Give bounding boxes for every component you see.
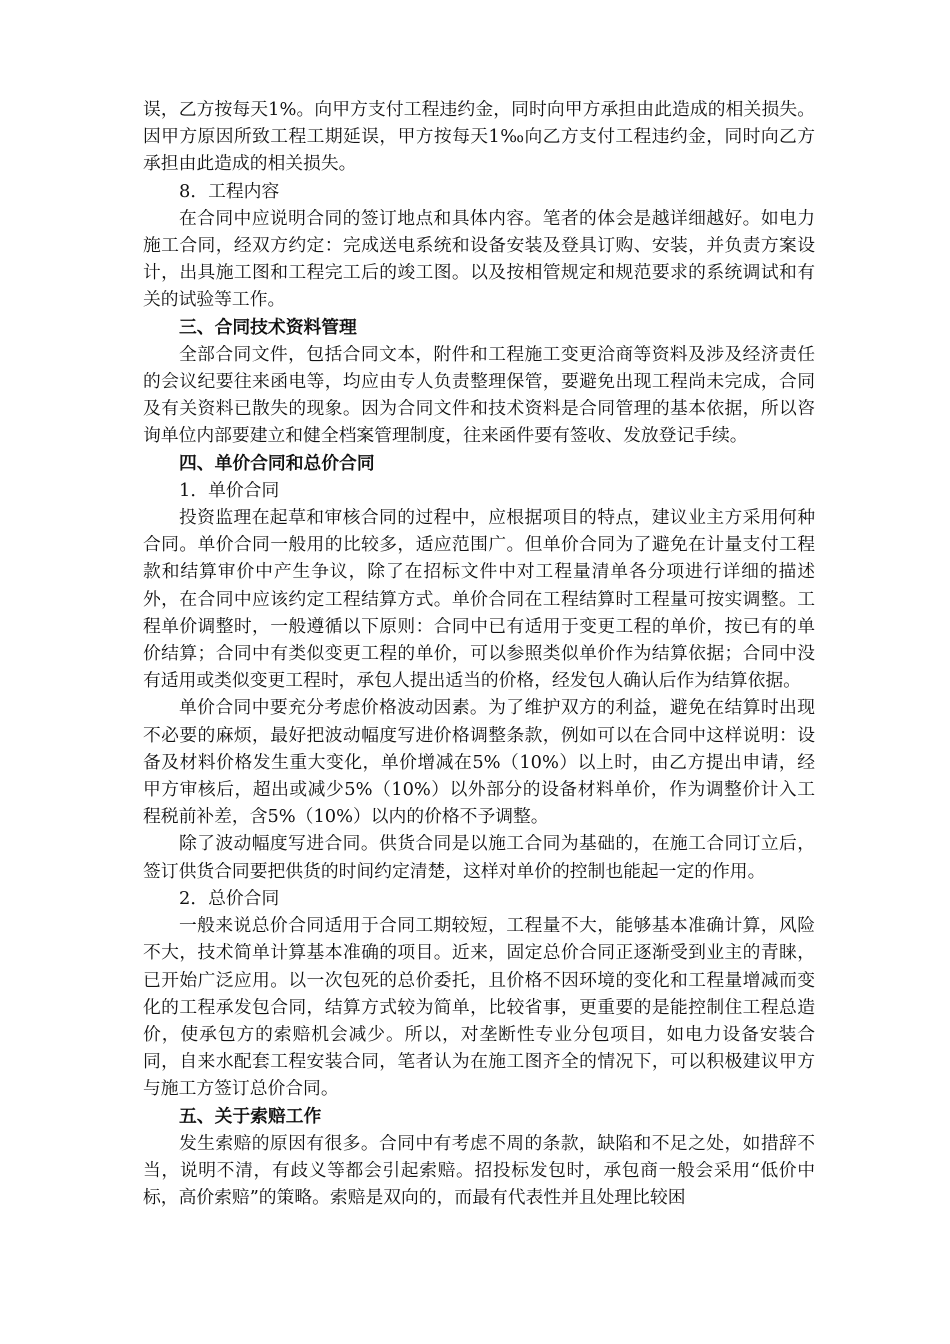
- paragraph-lump-sum: 一般来说总价合同适用于合同工期较短，工程量不大，能够基本准确计算，风险不大，技术简单计算基本准确的项目。近来，固定总价合同正逐渐受到业主的青睐，已开始广泛应用。以一次包死的总价委托，且价格不因环境的变化和工程量增减而变化的工程承发包合同，结算方式较为简单，比较省事，更重要的是能控制住工程总造价，使承包方的索赔机会减少。所以，对垄断性专业分包项目，如电力设备安装合同，自来水配套工程安装合同，笔者认为在施工图齐全的情况下，可以积极建议甲方与施工方签订总价合同。: [143, 915, 815, 1100]
- section-heading-claims: 五、关于索赔工作: [179, 1105, 322, 1127]
- paragraph-unit-price-2: 单价合同中要充分考虑价格波动因素。为了维护双方的利益，避免在结算时出现不必要的麻烦，最好把波动幅度写进价格调整条款，例如可以在合同中这样说明：设备及材料价格发生重大变化，单价增减在5%（10%）以上时，由乙方提出申请，经甲方审核后，超出或减少5%（10%）以外部分的设备材料单价，作为调整价计入工程税前补差，含5%（10%）以内的价格不予调整。: [143, 697, 815, 828]
- heading-unit-price-contract: 1．单价合同: [179, 479, 280, 501]
- paragraph-claims: 发生索赔的原因有很多。合同中有考虑不周的条款，缺陷和不足之处，如措辞不当，说明不清，有歧义等都会引起索赔。招投标发包时，承包商一般会采用“低价中标，高价索赔”的策略。索赔是双向的，而最有代表性并且处理比较困: [143, 1132, 815, 1209]
- paragraph-technical-records: 全部合同文件，包括合同文本，附件和工程施工变更洽商等资料及涉及经济责任的会议纪要往来函电等，均应由专人负责整理保管，要避免出现工程尚未完成，合同及有关资料已散失的现象。因为合同文件和技术资料是合同管理的基本依据，所以咨询单位内部要建立和健全档案管理制度，往来函件要有签收、发放登记手续。: [143, 343, 815, 447]
- paragraph-penalty-continued: 误，乙方按每天1%。向甲方支付工程违约金，同时向甲方承担由此造成的相关损失。因甲方原因所致工程工期延误，甲方按每天1‰向乙方支付工程违约金，同时向乙方承担由此造成的相关损失。: [143, 99, 815, 175]
- paragraph-unit-price-1: 投资监理在起草和审核合同的过程中，应根据项目的特点，建议业主方采用何种合同。单价合同一般用的比较多，适应范围广。但单价合同为了避免在计量支付工程款和结算审价中产生争议，除了在招标文件中对工程量清单各分项进行详细的描述外，在合同中应该约定工程结算方式。单价合同在工程结算时工程量可按实调整。工程单价调整时，一般遵循以下原则：合同中已有适用于变更工程的单价，按已有的单价结算；合同中有类似变更工程的单价，可以参照类似单价作为结算依据；合同中没有适用或类似变更工程时，承包人提出适当的价格，经发包人确认后作为结算依据。: [143, 507, 815, 692]
- heading-lump-sum-contract: 2．总价合同: [179, 887, 280, 909]
- heading-project-content: 8．工程内容: [179, 180, 280, 202]
- paragraph-project-content: 在合同中应说明合同的签订地点和具体内容。笔者的体会是越详细越好。如电力施工合同，经双方约定：完成送电系统和设备安装及登具订购、安装，并负责方案设计，出具施工图和工程完工后的竣工图。以及按相管规定和规范要求的系统调试和有关的试验等工作。: [143, 207, 815, 311]
- paragraph-unit-price-3: 除了波动幅度写进合同。供货合同是以施工合同为基础的，在施工合同订立后，签订供货合同要把供货的时间约定清楚，这样对单价的控制也能起一定的作用。: [143, 833, 815, 882]
- section-heading-technical-records: 三、合同技术资料管理: [179, 316, 357, 338]
- section-heading-contract-types: 四、单价合同和总价合同: [179, 452, 375, 474]
- document-page: [143, 96, 815, 1211]
